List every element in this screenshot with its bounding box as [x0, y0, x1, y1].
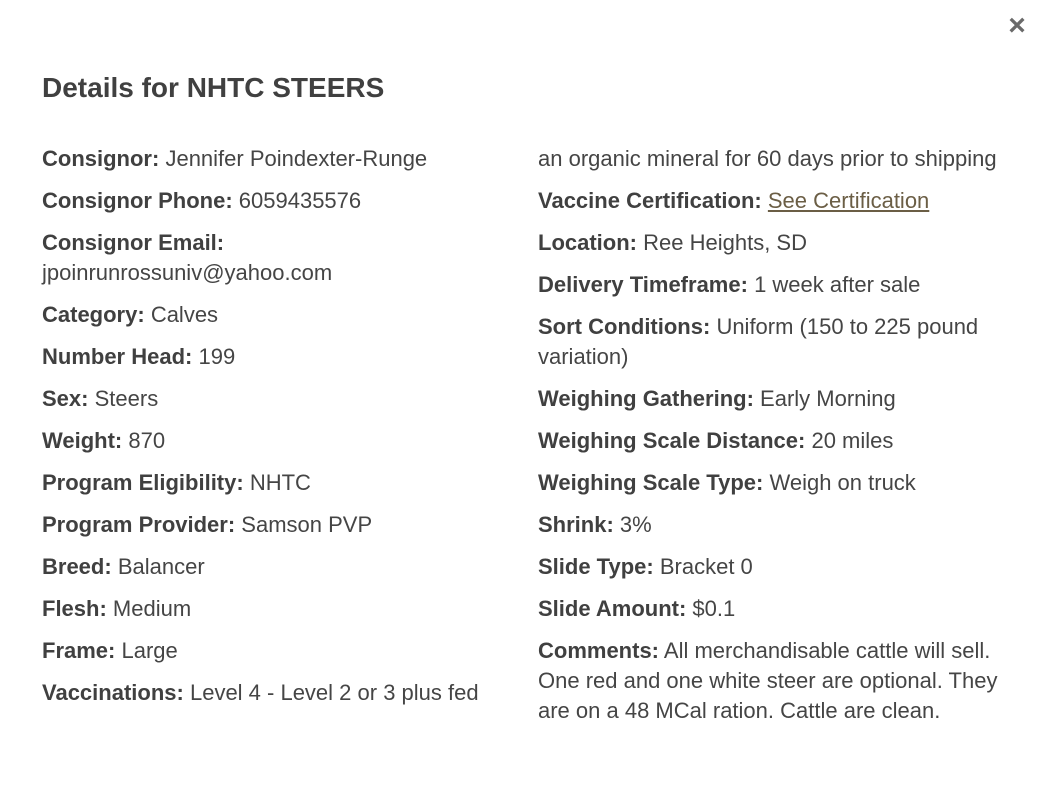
field-label: Weight: — [42, 428, 123, 453]
field-value: Uniform (150 to 225 pound variation) — [538, 314, 979, 369]
field-value: 6059435576 — [238, 188, 362, 213]
field-value: All merchandisable cattle will sell. One red and one white steer are optional. They are on a 48 MCal ration. Cattle are clean. — [538, 638, 998, 723]
field-value: Ree Heights, SD — [643, 230, 807, 255]
field-value: Steers — [94, 386, 159, 411]
field-value: 199 — [198, 344, 236, 369]
field-label: Sex: — [42, 386, 89, 411]
field-shrink — [538, 510, 1002, 540]
field-breed — [42, 552, 506, 582]
field-value: Early Morning — [760, 386, 896, 411]
field-value: Weigh on truck — [769, 470, 916, 495]
field-consignor-phone — [42, 186, 506, 216]
field-sort-conditions — [538, 312, 1002, 372]
field-label: Category: — [42, 302, 145, 327]
field-frame — [42, 636, 506, 666]
field-comments — [538, 636, 1002, 726]
modal-title: Details for NHTC STEERS — [42, 72, 385, 103]
field-value: 20 miles — [811, 428, 894, 453]
field-slide-type — [538, 552, 1002, 582]
field-value: 1 week after sale — [754, 272, 921, 297]
field-label: Weighing Gathering: — [538, 386, 754, 411]
field-value: Samson PVP — [241, 512, 373, 537]
field-label: Slide Type: — [538, 554, 654, 579]
field-label: Consignor Phone: — [42, 188, 233, 213]
field-value: Level 4 - Level 2 or 3 plus fed an organic mineral for 60 days prior to shipping — [189, 146, 997, 705]
field-value: 3% — [619, 512, 652, 537]
field-label: Weighing Scale Type: — [538, 470, 764, 495]
field-value: Large — [121, 638, 178, 663]
field-value: Balancer — [117, 554, 205, 579]
field-label: Breed: — [42, 554, 112, 579]
field-flesh — [42, 594, 506, 624]
field-slide-amount — [538, 594, 1002, 624]
field-label: Vaccinations: — [42, 680, 184, 705]
field-label: Number Head: — [42, 344, 193, 369]
field-label: Consignor Email: — [42, 230, 225, 255]
field-value: NHTC — [249, 470, 311, 495]
field-label: Program Eligibility: — [42, 470, 244, 495]
field-label: Slide Amount: — [538, 596, 687, 621]
field-label: Frame: — [42, 638, 116, 663]
field-label: Shrink: — [538, 512, 614, 537]
field-value: jpoinrunrossuniv@yahoo.com — [42, 260, 333, 285]
field-program-eligibility — [42, 468, 506, 498]
field-program-provider — [42, 510, 506, 540]
field-weighing-scale-distance — [538, 426, 1002, 456]
field-label: Location: — [538, 230, 637, 255]
field-label: Sort Conditions: — [538, 314, 711, 339]
field-label: Weighing Scale Distance: — [538, 428, 806, 453]
field-value: Bracket 0 — [659, 554, 753, 579]
field-weight — [42, 426, 506, 456]
close-icon[interactable]: × — [1008, 9, 1026, 42]
field-delivery-timeframe — [538, 270, 1002, 300]
field-location — [538, 228, 1002, 258]
field-consignor-email — [42, 228, 506, 288]
see-certification-link[interactable]: See Certification — [767, 188, 930, 213]
field-sex — [42, 384, 506, 414]
field-consignor — [42, 144, 506, 174]
field-label: Delivery Timeframe: — [538, 272, 748, 297]
field-label: Comments: — [538, 638, 660, 663]
field-weighing-scale-type — [538, 468, 1002, 498]
field-value: $0.1 — [692, 596, 736, 621]
details-list — [42, 144, 1002, 726]
field-vaccine-certification — [538, 186, 1002, 216]
field-value: 870 — [128, 428, 166, 453]
field-label: Vaccine Certification: — [538, 188, 762, 213]
field-number-head — [42, 342, 506, 372]
field-label: Consignor: — [42, 146, 160, 171]
field-label: Program Provider: — [42, 512, 236, 537]
field-label: Flesh: — [42, 596, 107, 621]
field-weighing-gathering — [538, 384, 1002, 414]
field-value: Medium — [112, 596, 192, 621]
field-category — [42, 300, 506, 330]
field-value: Jennifer Poindexter-Runge — [165, 146, 428, 171]
field-value: Calves — [150, 302, 219, 327]
